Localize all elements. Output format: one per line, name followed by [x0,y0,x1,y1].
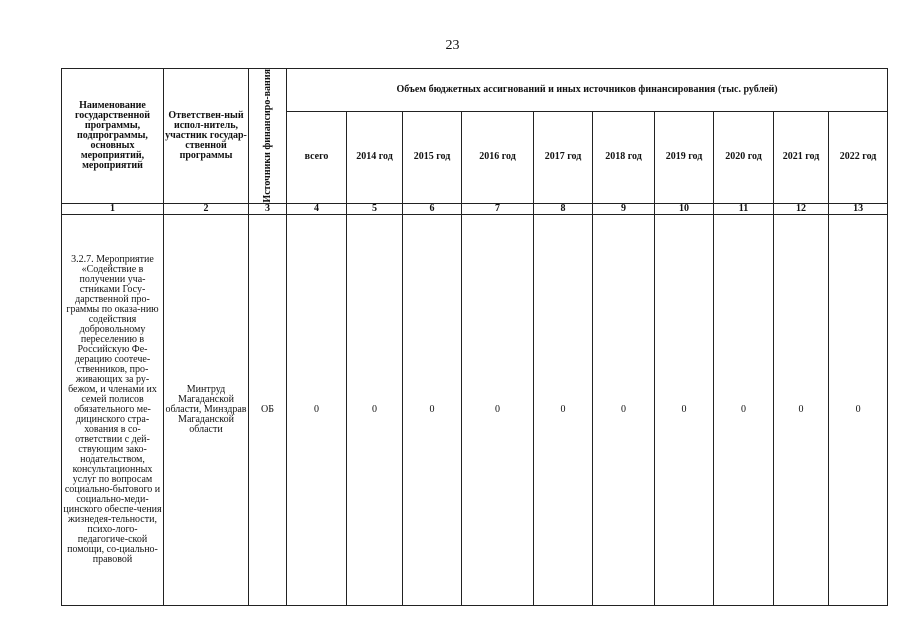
column-number: 12 [774,203,829,214]
column-number: 6 [403,203,462,214]
value-total: 0 [287,214,347,605]
value-2022: 0 [829,214,888,605]
funding-source: ОБ [249,214,287,605]
value-2019: 0 [655,214,714,605]
header-year: 2022 год [829,111,888,203]
column-number: 7 [462,203,534,214]
header-volume: Объем бюджетных ассигнований и иных источников финансирования (тыс. рублей) [287,69,888,112]
header-executor: Ответствен-ный испол-нитель, участник государ-ственной программы [164,69,249,204]
column-number: 10 [655,203,714,214]
header-source-label: Источники финансиро-вания [261,69,273,203]
value-2015: 0 [403,214,462,605]
header-name: Наименование государственной программы, подпрограммы, основных мероприятий, мероприятий [62,69,164,204]
value-2016: 0 [462,214,534,605]
value-2020: 0 [714,214,774,605]
header-year: 2014 год [347,111,403,203]
header-year: 2019 год [655,111,714,203]
header-year: всего [287,111,347,203]
header-source [249,69,287,204]
header-year: 2020 год [714,111,774,203]
activity-name: 3.2.7. Мероприятие «Содействие в получении уча-стниками Госу-дарственной про-граммы по оказа-нию содействия добровольному переселению в Российскую Фе-дерацию соотече-ственников, про-живающих за ру-бежом, и членами их семей полисов обязательного ме-дицинского стра-хования в со-ответствии с дей-ствующим зако-нодательством, консультационных услуг по вопросам социально-бытового и социально-меди-цинского обеспе-чения жизнедея-тельности, психо-лого-педагогиче-ской помощи, со-циально-правовой [62,214,164,605]
value-2021: 0 [774,214,829,605]
header-year: 2015 год [403,111,462,203]
column-number: 9 [593,203,655,214]
header-year: 2017 год [534,111,593,203]
table-row [62,214,888,605]
header-year: 2016 год [462,111,534,203]
executor: Минтруд Магаданской области, Минздрав Магаданской области [164,214,249,605]
column-number: 5 [347,203,403,214]
value-2018: 0 [593,214,655,605]
column-number: 11 [714,203,774,214]
value-2017: 0 [534,214,593,605]
column-number: 8 [534,203,593,214]
budget-table [61,68,888,606]
column-number-row [62,203,888,214]
column-number: 2 [164,203,249,214]
column-number: 4 [287,203,347,214]
column-number: 3 [249,203,287,214]
column-number: 1 [62,203,164,214]
page-number: 23 [445,38,460,53]
value-2014: 0 [347,214,403,605]
header-year: 2018 год [593,111,655,203]
column-number: 13 [829,203,888,214]
header-year: 2021 год [774,111,829,203]
